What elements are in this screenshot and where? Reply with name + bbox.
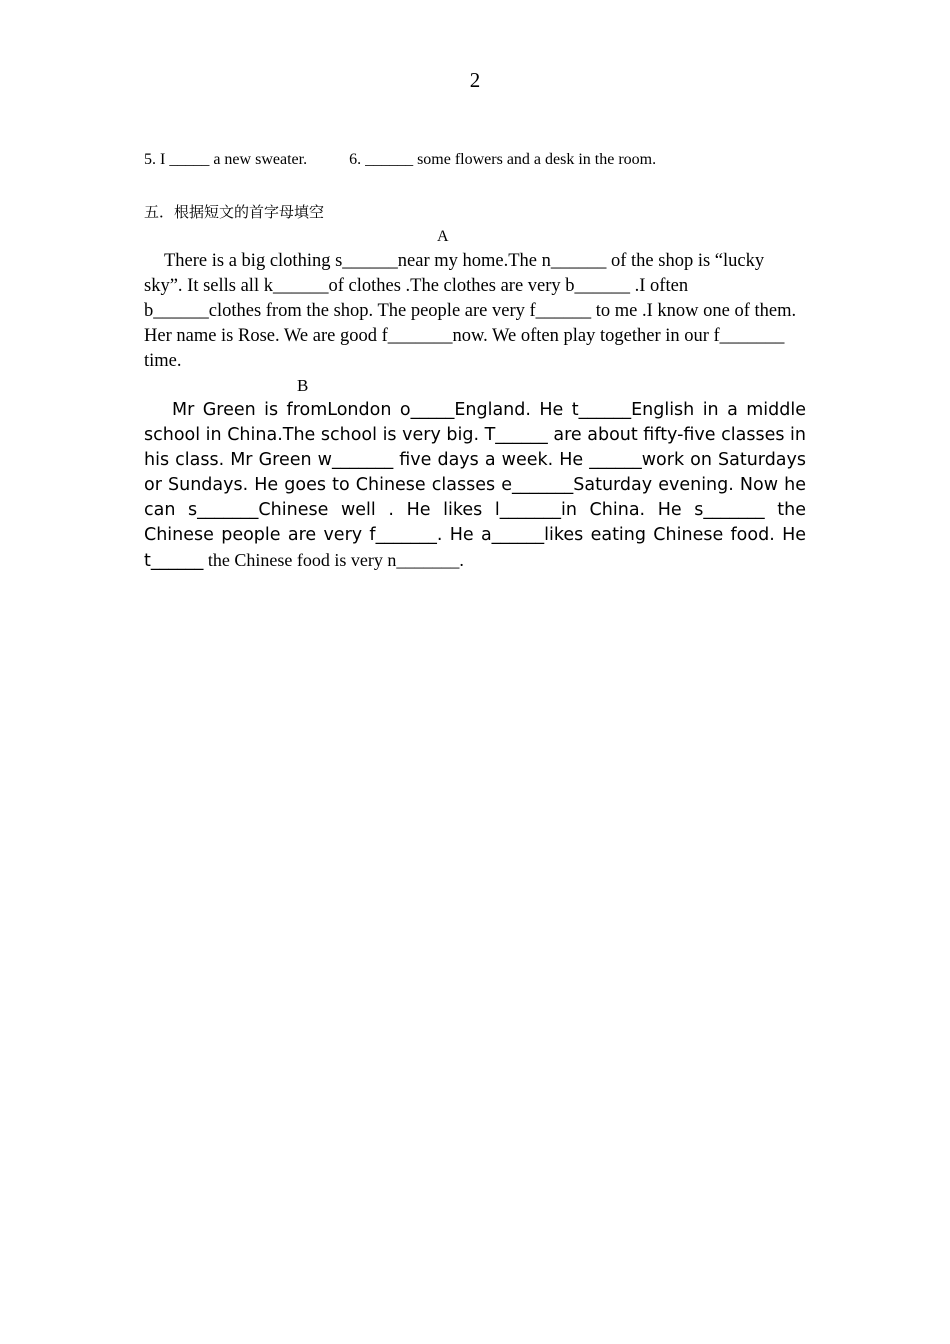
passage-b-label: B <box>297 376 309 395</box>
passage-a-label: A <box>437 228 449 245</box>
page-number: 2 <box>469 68 481 92</box>
passage-b-text-main: Mr Green is fromLondon o_____England. He t______English in a middle school in China.The school is very big. T______ are about fifty-five classes in his class. Mr Green w_______ five days a week. He ______work on Saturdays or Sundays. He goes to Chinese classes e_______Saturday evening. Now he can s_______Chinese well . He likes l_______in China. He s_______ the Chinese people are very f_______. He a______likes eating Chinese food. He t______ <box>144 400 806 571</box>
passage-b <box>144 398 806 574</box>
question-6: 6. ______ some flowers and a desk in the room. <box>349 151 657 168</box>
exercise-line-5-6 <box>144 151 656 169</box>
passage-a-text: There is a big clothing s______near my home.The n______ of the shop is “lucky sky”. It sells all k______of clothes .The clothes are very b______ .I often b______clothes from the shop. The people are very f______ to me .I know one of them. Her name is Rose. We are good f_______now. We often play together in our f_______ time. <box>144 251 797 371</box>
passage-b-text-tail: the Chinese food is very n_______. <box>203 550 464 570</box>
section-title: 五．根据短文的首字母填空 <box>144 203 325 221</box>
passage-b-paragraph <box>144 398 806 574</box>
passage-a <box>144 249 806 374</box>
question-5: 5. I _____ a new sweater. <box>144 151 308 168</box>
